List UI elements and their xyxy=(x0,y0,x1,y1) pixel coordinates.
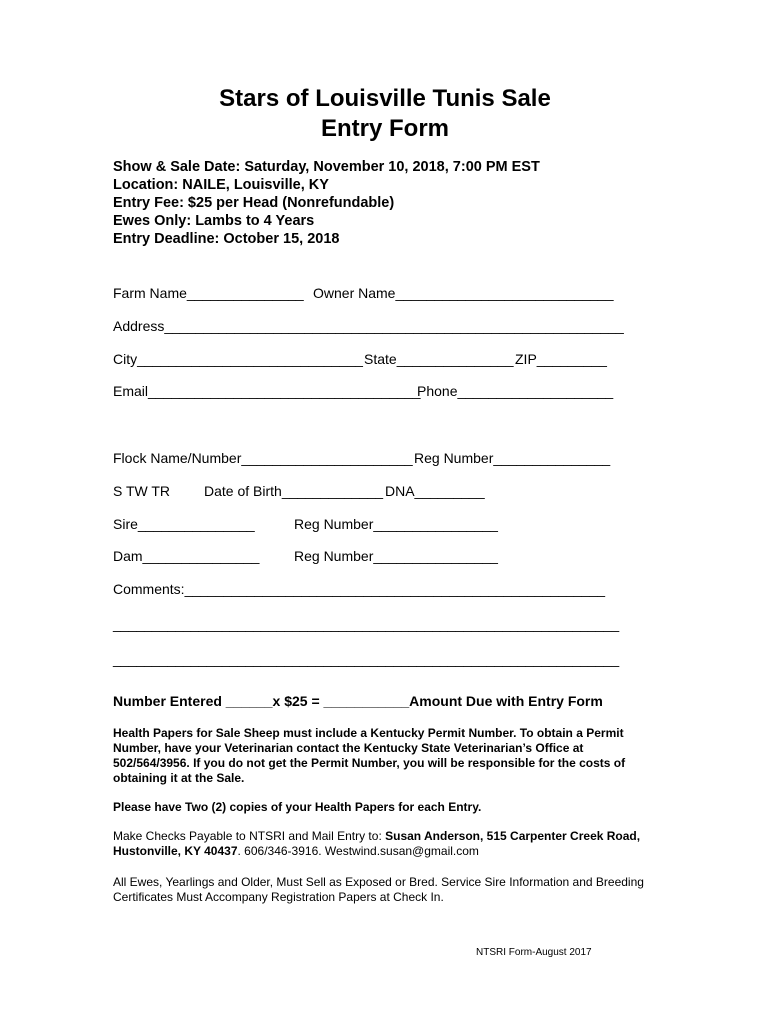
entry-fee: Entry Fee: $25 per Head (Nonrefundable) xyxy=(113,195,395,211)
payment-instructions xyxy=(113,829,663,859)
sale-location: Location: NAILE, Louisville, KY xyxy=(113,177,329,193)
farm-name-field[interactable]: Farm Name_______________ xyxy=(113,285,304,301)
sale-info xyxy=(113,158,540,248)
dna-field[interactable]: DNA_________ xyxy=(385,483,485,499)
sire-field[interactable]: Sire_______________ xyxy=(113,516,255,532)
sale-date: Show & Sale Date: Saturday, November 10, 2018, 7:00 PM EST xyxy=(113,159,540,175)
sire-reg-number-field[interactable]: Reg Number________________ xyxy=(294,516,498,532)
phone-field[interactable]: Phone____________________ xyxy=(417,383,614,399)
comments-line[interactable]: _________________________________________________________________ xyxy=(113,616,620,632)
city-field[interactable]: City_____________________________ xyxy=(113,351,363,367)
comments-line[interactable]: _________________________________________________________________ xyxy=(113,651,620,667)
health-papers-note: Health Papers for Sale Sheep must include a Kentucky Permit Number. To obtain a Permit Number, have your Veterinarian contact the Kentucky State Veterinarian’s Office at 502/564/3956. If you do not get the Permit Number, you will be responsible for the costs of obtaining it at the Sale. xyxy=(113,726,626,785)
payment-prefix: Make Checks Payable to NTSRI and Mail Entry to: xyxy=(113,829,386,843)
owner-name-field[interactable]: Owner Name____________________________ xyxy=(313,285,614,301)
stwtr-options[interactable]: S TW TR xyxy=(113,483,171,499)
form-title: Stars of Louisville Tunis Sale xyxy=(219,85,551,112)
comments-field[interactable]: Comments:______________________________________________________ xyxy=(113,581,606,597)
form-subtitle: Entry Form xyxy=(320,115,449,142)
dam-field[interactable]: Dam_______________ xyxy=(113,548,260,564)
contact-info: . 606/346-3916. Westwind.susan@gmail.com xyxy=(237,844,479,858)
state-field[interactable]: State_______________ xyxy=(364,351,514,367)
flock-name-field[interactable]: Flock Name/Number______________________ xyxy=(113,450,413,466)
form-version: NTSRI Form-August 2017 xyxy=(476,947,592,958)
date-of-birth-field[interactable]: Date of Birth_____________ xyxy=(204,483,384,499)
email-field[interactable]: Email___________________________________ xyxy=(113,383,421,399)
zip-field[interactable]: ZIP_________ xyxy=(515,351,607,367)
exposure-requirements: All Ewes, Yearlings and Older, Must Sell as Exposed or Bred. Service Sire Information and Breeding Certificates Must Accompany Registration Papers at Check In. xyxy=(113,875,644,904)
health-copies-note: Please have Two (2) copies of your Health Papers for each Entry. xyxy=(113,800,482,814)
amount-due-line[interactable]: Number Entered ______x $25 = ___________Amount Due with Entry Form xyxy=(113,693,603,709)
reg-number-field[interactable]: Reg Number_______________ xyxy=(414,450,611,466)
entry-deadline: Entry Deadline: October 15, 2018 xyxy=(113,231,340,247)
address-field[interactable]: Address___________________________________________________________ xyxy=(113,318,624,334)
mailing-address: Susan Anderson, 515 Carpenter Creek Road, Hustonville, KY 40437 xyxy=(113,829,641,858)
ewes-only: Ewes Only: Lambs to 4 Years xyxy=(113,213,315,229)
dam-reg-number-field[interactable]: Reg Number________________ xyxy=(294,548,498,564)
